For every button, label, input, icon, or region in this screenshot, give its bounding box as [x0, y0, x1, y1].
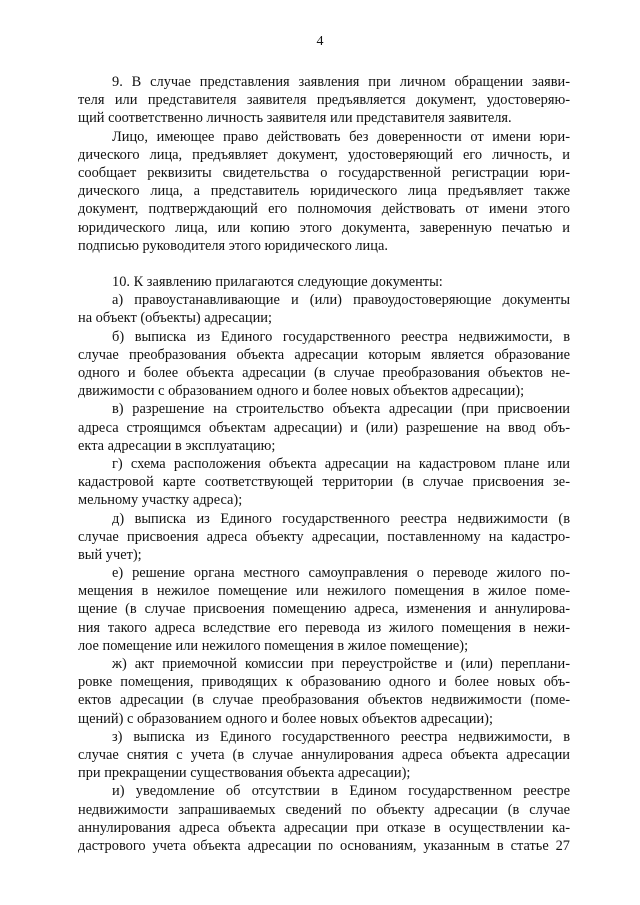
text-line: случае преобразования объекта адресации которым является образование: [78, 346, 570, 363]
text-line: аннулирования адреса объекта адресации при отказе в осуществлении ка-: [78, 819, 570, 836]
text-line: ж) акт приемочной комиссии при переустройстве и (или) переплани-: [112, 656, 570, 672]
text-line: случае снятия с учета (в случае аннулирования адреса объекта адресации: [78, 746, 570, 763]
text-line: случае присвоения адреса объекту адресации, поставленному на кадастро-: [78, 528, 570, 545]
text-line: 10. К заявлению прилагаются следующие документы:: [112, 274, 443, 291]
text-line: движимости с образованием одного и более новых объектов адресации);: [78, 383, 525, 400]
text-line: г) схема расположения объекта адресации на кадастровом плане или: [112, 455, 570, 472]
text-line: а) правоустанавливающие и (или) правоудостоверяющие документы: [112, 292, 570, 309]
text-line: мельному участку адреса);: [78, 492, 243, 509]
text-line: дического лица, а представитель юридического лица предъявляет также: [78, 183, 570, 200]
text-line: щений) с образованием одного и более новых объектов адресации);: [78, 710, 493, 727]
list-item-b: [78, 328, 570, 401]
text-line: Лицо, имеющее право действовать без доверенности от имени юри-: [112, 128, 570, 145]
text-line: при прекращении существования объекта адресации);: [78, 765, 411, 782]
list-item-a: [78, 291, 570, 327]
text-line: б) выписка из Единого государственного реестра недвижимости, в: [112, 328, 570, 345]
text-line: теля или представителя заявителя предъявляется документ, удостоверяю-: [78, 92, 570, 109]
list-item-z: [78, 728, 570, 783]
text-line: дастрового учета объекта адресации по основаниям, указанным в статье 27: [78, 837, 570, 854]
paragraph-9: [78, 73, 570, 128]
text-line: сообщает реквизиты свидетельства о государственной регистрации юри-: [78, 164, 570, 181]
text-line: мещения в нежилое помещение или нежилого помещения в жилое поме-: [78, 583, 570, 600]
paragraph-10: [78, 273, 570, 291]
text-line: в) разрешение на строительство объекта адресации (при присвоении: [112, 401, 570, 418]
text-line: щение (в случае присвоения помещению адреса, изменения и аннулирова-: [78, 601, 570, 618]
paragraph-gap: [78, 255, 570, 273]
text-line: щий соответственно личность заявителя или представителя заявителя.: [78, 110, 512, 127]
text-line: екта адресации в эксплуатацию;: [78, 437, 276, 454]
text-line: одного и более объекта адресации (в случае преобразования объектов не-: [78, 365, 570, 381]
list-item-g: [78, 455, 570, 510]
text-line: е) решение органа местного самоуправления о переводе жилого по-: [112, 565, 570, 582]
text-line: документ, подтверждающий его полномочия действовать от имени этого: [78, 201, 570, 218]
text-line: на объект (объекты) адресации;: [78, 310, 272, 327]
text-line: адреса строящимся объектам адресации) и (или) разрешение на ввод объ-: [78, 419, 570, 436]
text-line: кадастровой карте соответствующей территории (в случае присвоения зе-: [78, 474, 570, 491]
text-line: дического лица, предъявляет документ, удостоверяющий его личность, и: [78, 146, 570, 163]
text-line: ектов адресации (в случае преобразования объектов недвижимости (поме-: [78, 692, 570, 709]
text-line: д) выписка из Единого государственного реестра недвижимости (в: [112, 510, 570, 527]
list-item-d: [78, 510, 570, 565]
text-line: ровке помещения, приводящих к образованию одного и более новых объ-: [78, 674, 570, 691]
text-line: подписью руководителя этого юридического лица.: [78, 237, 388, 254]
page-number: 4: [316, 34, 324, 49]
text-line: недвижимости запрашиваемых сведений по объекту адресации (в случае: [78, 801, 570, 818]
list-item-i: [78, 782, 570, 855]
list-item-zh: [78, 655, 570, 728]
text-line: лое помещение или нежилого помещения в жилое помещение);: [78, 637, 469, 654]
text-line: з) выписка из Единого государственного реестра недвижимости, в: [112, 728, 570, 745]
list-item-e: [78, 564, 570, 655]
text-line: 9. В случае представления заявления при личном обращении заяви-: [112, 74, 570, 90]
document-body: [78, 73, 570, 855]
text-line: юридического лица, или копию этого документа, заверенную печатью и: [78, 219, 570, 236]
paragraph-9-legal-entity: [78, 128, 570, 255]
text-line: ния такого адреса вследствие его перевода из жилого помещения в нежи-: [78, 619, 570, 636]
list-item-v: [78, 400, 570, 455]
text-line: и) уведомление об отсутствии в Едином государственном реестре: [112, 783, 570, 800]
text-line: вый учет);: [78, 546, 142, 563]
